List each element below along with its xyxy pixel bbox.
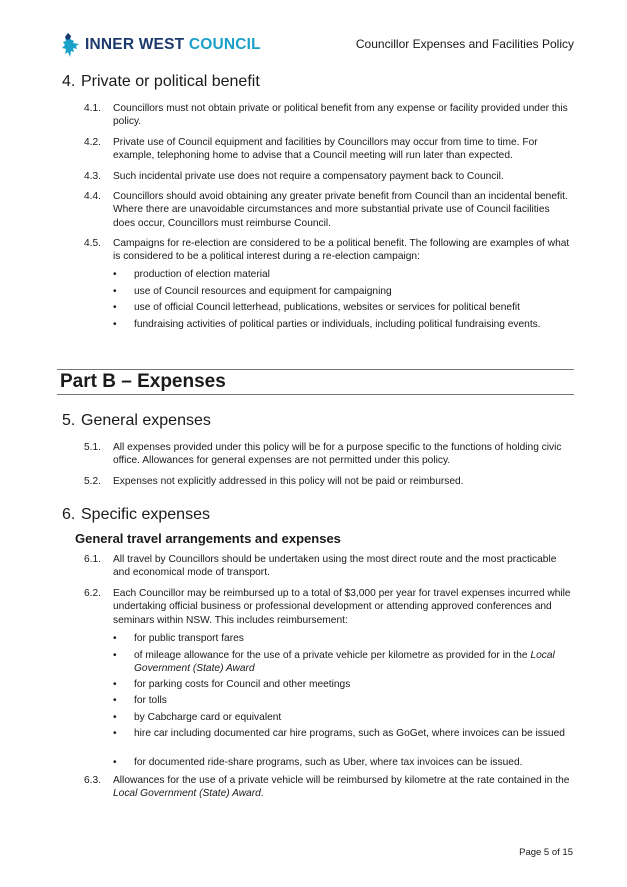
bullet-text: fundraising activities of political parties or individuals, including political fundraising events. [134,319,541,330]
section-title: Private or political benefit [81,73,260,90]
clause-number: 4.1. [84,103,101,114]
clause-number: 4.3. [84,171,101,182]
bullet-text [134,649,572,676]
section-number: 6. [62,506,76,523]
bullet-text: for tolls [134,695,167,706]
bullet-text: for documented ride-share programs, such as Uber, where tax invoices can be issued. [134,757,523,768]
bullet-icon: • [113,302,117,313]
clause-text: Such incidental private use does not require a compensatory payment back to Council. [113,171,504,182]
section-heading-6 [62,506,210,524]
section-heading-4 [62,73,260,91]
logo-text-accent: COUNCIL [188,36,261,53]
bullet-icon: • [113,319,117,330]
clause-text: Councillors must not obtain private or political benefit from any expense or facility provided under this policy. [113,103,568,128]
bullet-icon: • [113,757,117,768]
bullet-text: for public transport fares [134,633,244,644]
bullet-icon: • [113,728,117,739]
clause-text-part: . [260,788,264,800]
clause-number: 4.2. [84,137,101,148]
bullet-icon: • [113,633,117,644]
clause-number: 4.4. [84,191,101,202]
part-title: Part B – Expenses [60,371,226,392]
bullet-icon: • [113,650,117,661]
bird-logo-icon [62,32,82,58]
clause-text: All travel by Councillors should be undertaken using the most direct route and the most practicable and economical mode of transport. [113,554,557,579]
clause-text [113,774,573,801]
section-title: General expenses [81,412,211,429]
section-title: Specific expenses [81,506,210,523]
bullet-text: hire car including documented car hire programs, such as GoGet, where invoices can be issued [134,728,565,739]
clause-text-part: Allowances for the use of a private vehicle will be reimbursed by kilometre at the rate contained in the [113,775,570,786]
bullet-icon: • [113,269,117,280]
clause-text: Private use of Council equipment and facilities by Councillors may occur from time to time. For example, telephoning home to advise that a Council meeting will run later than expected. [113,137,538,162]
section-heading-5 [62,412,211,430]
clause-number: 6.1. [84,554,101,565]
logo-wordmark [85,36,261,54]
council-logo [62,31,261,59]
clause-text: Councillors should avoid obtaining any greater private benefit from Council than an incidental benefit. Where there are unavoidable circumstances and more substantial private use of Council facilities does occur, Councillors must reimburse Council. [113,191,568,229]
bullet-text: use of official Council letterhead, publications, websites or services for political benefit [134,302,521,313]
clause-number: 5.2. [84,476,101,487]
bullet-icon: • [113,679,117,690]
clause-number: 4.5. [84,238,101,249]
bullet-text: for parking costs for Council and other meetings [134,679,351,690]
award-reference: Local Government (State) Award [134,650,555,675]
clause-text: Expenses not explicitly addressed in this policy will not be paid or reimbursed. [113,476,464,487]
document-title: Councillor Expenses and Facilities Policy [355,37,574,51]
bullet-icon: • [113,286,117,297]
section-number: 5. [62,412,76,429]
clause-number: 6.2. [84,588,101,599]
section-number: 4. [62,73,76,90]
page-number: Page 5 of 15 [519,847,573,858]
clause-text: Each Councillor may be reimbursed up to a total of $3,000 per year for travel expenses incurred while undertaking official business or professional development or attending approved conferences and seminars within NSW. This includes reimbursement: [113,588,571,626]
part-heading [57,369,574,395]
clause-number: 5.1. [84,442,101,453]
bullet-text: production of election material [134,269,270,280]
page-header [62,31,574,61]
bullet-text-part: of mileage allowance for the use of a private vehicle per kilometre as provided for in the [134,650,531,661]
bullet-icon: • [113,712,117,723]
bullet-text: use of Council resources and equipment for campaigning [134,286,392,297]
clause-text: All expenses provided under this policy will be for a purpose specific to the functions of holding civic office. Allowances for general expenses are not permitted under this policy. [113,442,562,467]
clause-number: 6.3. [84,775,101,786]
logo-text-primary: INNER WEST [85,36,185,53]
award-reference: Local Government (State) Award [113,788,261,800]
clause-text: Campaigns for re-election are considered to be a political benefit. The following are examples of what is considered to be a political interest during a re-election campaign: [113,238,570,263]
bullet-text: by Cabcharge card or equivalent [134,712,282,723]
subheading: General travel arrangements and expenses [75,531,341,546]
bullet-icon: • [113,695,117,706]
